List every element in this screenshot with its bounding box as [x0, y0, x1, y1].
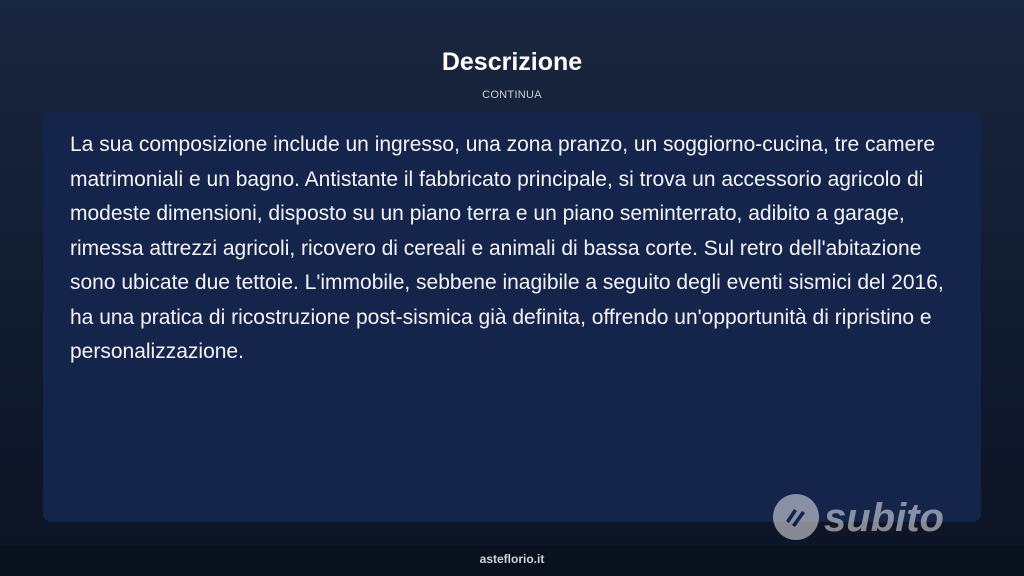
page-title: Descrizione: [441, 48, 583, 76]
description-card: [43, 112, 981, 522]
subito-logo-text: subito: [824, 496, 944, 540]
description-text: La sua composizione include un ingresso, una zona pranzo, un soggiorno-cucina, tre camere matrimoniali e un bagno. Antistante il fabbricato principale, si trova un accessorio agricolo di modeste dimensioni, disposto su un piano terra e un piano seminterrato, adibito a garage, rimessa attrezzi agricoli, ricovero di cereali e animali di bassa corte. Sul retro dell'abitazione sono ubicate due tettoie. L'immobile, sebbene inagibile a seguito degli eventi sismici del 2016, ha una pratica di ricostruzione post-sismica già definita, offrendo un'opportunità di ripristino e personalizzazione.: [70, 133, 944, 363]
page-subtitle: CONTINUA: [482, 89, 542, 101]
footer-site-label: asteflorio.it: [479, 552, 545, 566]
subito-logo-icon: [772, 491, 972, 543]
subito-watermark: [772, 491, 972, 543]
